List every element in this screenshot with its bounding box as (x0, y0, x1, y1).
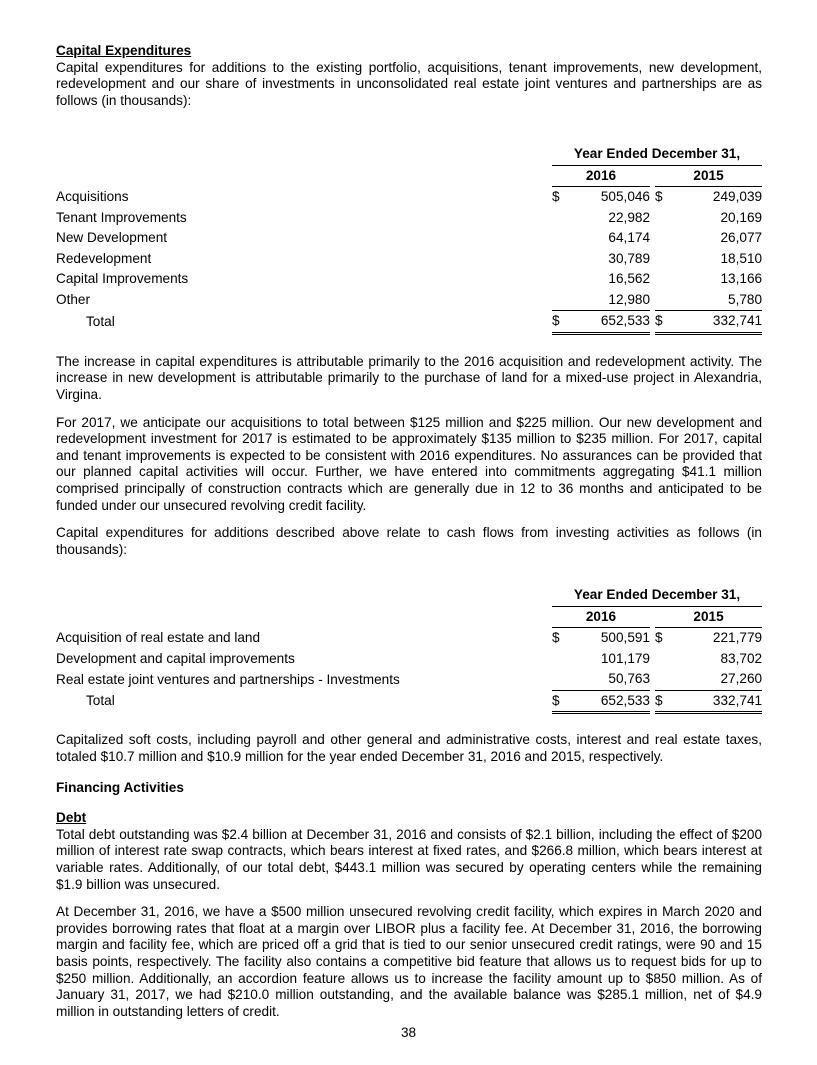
value-2016: 16,562 (608, 271, 650, 287)
value-2015: 20,169 (720, 209, 763, 225)
financing-heading: Financing Activities (56, 779, 184, 795)
table-row (56, 269, 762, 290)
row-label: Real estate joint ventures and partnerships - Investments (56, 671, 400, 687)
value-2015: 26,077 (720, 230, 763, 246)
period-header: Year Ended December 31, (552, 144, 762, 165)
table-row (56, 628, 762, 649)
row-label: New Development (56, 230, 168, 246)
row-label: Acquisitions (56, 189, 129, 205)
value-2015: 18,510 (720, 250, 763, 266)
table-row (56, 187, 762, 208)
debt-heading: Debt (56, 810, 87, 826)
debt-paragraph: Total debt outstanding was $2.4 billion at December 31, 2016 and consists of $2.1 billion, including the effect of $200 million of interest rate swap contracts, which bears interest at fixed rates, and $266.8 million, which bears interest at variable rates. Additionally, of our total debt, $443.1 million was secured by operating centers while the remaining $1.9 billion was unsecured. (56, 826, 762, 892)
dollar-sign (552, 649, 564, 670)
year-header-2016: 2016 (552, 165, 650, 187)
value-2015: 83,702 (720, 650, 763, 666)
row-label: Development and capital improvements (56, 650, 295, 666)
dollar-sign: $ (552, 189, 560, 205)
value-2016: 12,980 (608, 291, 650, 307)
dollar-sign (552, 669, 564, 690)
total-2016: 652,533 (564, 311, 650, 334)
dollar-sign (552, 290, 564, 311)
capex-intro: Capital expenditures for additions to the existing portfolio, acquisitions, tenant improvements, new development, redevelopment and our share of investments in unconsolidated real estate joint ventures and partnerships are as follows (in thousands): (56, 59, 762, 108)
table-row (56, 669, 762, 690)
total-label: Total (86, 693, 115, 709)
dollar-sign: $ (552, 630, 560, 646)
value-2016: 50,763 (608, 671, 650, 687)
capex-paragraph: The increase in capital expenditures is attributable primarily to the 2016 acquisition and redevelopment activity. The increase in new development is attributable primarily to the purchase of land for a mixed-use project in Alexandria, Virgina. (56, 353, 762, 403)
row-label: Acquisition of real estate and land (56, 630, 261, 646)
total-2015: 332,741 (667, 690, 762, 713)
table-row (56, 228, 762, 249)
table-row (56, 249, 762, 270)
total-label: Total (86, 313, 115, 329)
dollar-sign (552, 249, 564, 270)
value-2015: 249,039 (712, 189, 763, 205)
row-label: Tenant Improvements (56, 209, 187, 225)
value-2016: 22,982 (608, 209, 650, 225)
table-row (56, 649, 762, 670)
dollar-sign: $ (655, 630, 663, 646)
dollar-sign (655, 208, 667, 229)
table-row (56, 290, 762, 311)
dollar-sign (655, 669, 667, 690)
dollar-sign: $ (552, 690, 564, 713)
total-2015: 332,741 (667, 311, 762, 334)
debt-paragraph: At December 31, 2016, we have a $500 million unsecured revolving credit facility, which expires in March 2020 and provides borrowing rates that float at a margin over LIBOR plus a facility fee. At December 31, 2016, the borrowing margin and facility fee, which are priced off a grid that is tied to our senior unsecured credit ratings, were 90 and 15 basis points, respectively. The facility also contains a competitive bid feature that allows us to request bids for up to $250 million. Additionally, an accordion feature allows us to increase the facility amount up to $850 million. As of January 31, 2017, we had $210.0 million outstanding, and the available balance was $285.1 million, net of $4.9 million in outstanding letters of credit. (56, 904, 762, 1019)
year-header-2016: 2016 (552, 606, 650, 628)
dollar-sign (655, 290, 667, 311)
dollar-sign (552, 269, 564, 290)
value-2016: 500,591 (600, 630, 650, 646)
dollar-sign (655, 249, 667, 270)
capex-table (56, 144, 762, 335)
value-2016: 64,174 (608, 230, 650, 246)
page-number: 38 (400, 1025, 417, 1040)
dollar-sign: $ (655, 189, 663, 205)
capex-paragraph: Capital expenditures for additions described above relate to cash flows from investing activities as follows (in thousands): (56, 525, 762, 557)
period-header: Year Ended December 31, (552, 585, 762, 606)
dollar-sign: $ (655, 311, 667, 334)
year-header-2015: 2015 (655, 606, 762, 628)
total-row (56, 690, 762, 713)
value-2016: 101,179 (600, 650, 650, 666)
dollar-sign: $ (552, 311, 564, 334)
capex-paragraph: Capitalized soft costs, including payroll and other general and administrative costs, interest and real estate taxes, totaled $10.7 million and $10.9 million for the year ended December 31, 2016 and 2015, respectively. (56, 732, 762, 764)
value-2015: 13,166 (720, 271, 763, 287)
investing-table (56, 585, 762, 714)
total-row (56, 311, 762, 334)
value-2015: 27,260 (720, 671, 763, 687)
value-2015: 221,779 (712, 630, 763, 646)
dollar-sign: $ (655, 690, 667, 713)
capex-paragraph: For 2017, we anticipate our acquisitions to total between $125 million and $225 million. Our new development and redevelopment investment for 2017 is estimated to be approximately $135 million to $235 million. For 2017, capital and tenant improvements is expected to be consistent with 2016 expenditures. No assurances can be provided that our planned capital activities will occur. Further, we have entered into commitments aggregating $41.1 million comprised principally of construction contracts which are generally due in 12 to 36 months and anticipated to be funded under our unsecured revolving credit facility. (56, 414, 762, 513)
row-label: Redevelopment (56, 250, 152, 266)
dollar-sign (655, 269, 667, 290)
value-2015: 5,780 (728, 291, 763, 307)
total-2016: 652,533 (564, 690, 650, 713)
document-page (56, 43, 762, 1020)
row-label: Capital Improvements (56, 271, 189, 287)
capex-heading: Capital Expenditures (56, 43, 192, 58)
value-2016: 30,789 (608, 250, 650, 266)
table-row (56, 208, 762, 229)
year-header-2015: 2015 (655, 165, 762, 187)
row-label: Other (56, 292, 90, 308)
dollar-sign (655, 228, 667, 249)
value-2016: 505,046 (600, 189, 650, 205)
dollar-sign (552, 228, 564, 249)
dollar-sign (655, 649, 667, 670)
dollar-sign (552, 208, 564, 229)
